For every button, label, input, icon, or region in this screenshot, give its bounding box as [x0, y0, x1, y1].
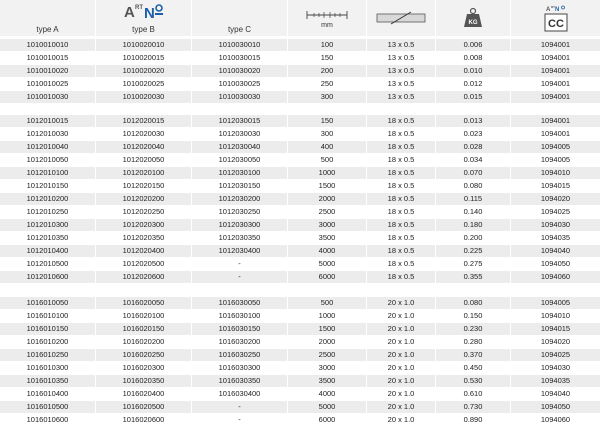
cell-profile: 20 x 1.0: [367, 414, 435, 426]
cell-type-c: 1016030250: [192, 349, 287, 361]
cell-length: 1000: [288, 167, 366, 179]
header-length: [288, 0, 366, 36]
header-profile: [367, 0, 435, 36]
cell-cc-artno: 1094010: [511, 310, 600, 322]
cell-type-b: 1016020350: [96, 375, 191, 387]
cell-profile: 20 x 1.0: [367, 362, 435, 374]
header-type-c: type C: [192, 23, 287, 36]
cell-type-a: 1012010600: [0, 271, 95, 283]
cell-cc-artno: 1094001: [511, 65, 600, 77]
cell-cc-artno: 1094025: [511, 349, 600, 361]
profile-strip-icon: [375, 10, 427, 26]
cell-type-b: 1010020015: [96, 52, 191, 64]
col-divider: [191, 0, 192, 438]
cell-type-b: 1010020025: [96, 78, 191, 90]
cell-weight: 0.023: [436, 128, 510, 140]
cell-profile: 18 x 0.5: [367, 141, 435, 153]
cell-weight: 0.200: [436, 232, 510, 244]
cell-cc-artno: 1094035: [511, 232, 600, 244]
cell-type-b: 1016020300: [96, 362, 191, 374]
cell-weight: 0.008: [436, 52, 510, 64]
cell-type-a: 1012010150: [0, 180, 95, 192]
cell-length: 250: [288, 78, 366, 90]
svg-text:KG: KG: [468, 20, 478, 26]
cell-profile: 18 x 0.5: [367, 245, 435, 257]
cell-type-c: 1012030150: [192, 180, 287, 192]
cell-type-c: 1010030030: [192, 91, 287, 103]
cell-type-c: 1012030300: [192, 219, 287, 231]
header-weight: [436, 0, 510, 36]
cell-weight: 0.275: [436, 258, 510, 270]
cell-length: 200: [288, 65, 366, 77]
cell-type-a: 1012010300: [0, 219, 95, 231]
cell-length: 3500: [288, 232, 366, 244]
cell-cc-artno: 1094050: [511, 401, 600, 413]
cell-cc-artno: 1094001: [511, 128, 600, 140]
cell-profile: 18 x 0.5: [367, 128, 435, 140]
svg-text:A: A: [545, 7, 550, 13]
svg-text:CC: CC: [547, 18, 564, 30]
cell-cc-artno: 1094001: [511, 115, 600, 127]
cell-cc-artno: 1094015: [511, 323, 600, 335]
cell-weight: 0.890: [436, 414, 510, 426]
cell-length: 300: [288, 91, 366, 103]
cell-profile: 18 x 0.5: [367, 206, 435, 218]
cell-weight: 0.150: [436, 310, 510, 322]
cell-cc-artno: 1094001: [511, 52, 600, 64]
cell-profile: 18 x 0.5: [367, 180, 435, 192]
cell-type-a: 1016010050: [0, 297, 95, 309]
cell-type-a: 1010010030: [0, 91, 95, 103]
cell-type-a: 1016010200: [0, 336, 95, 348]
cell-cc-artno: 1094020: [511, 193, 600, 205]
cell-length: 400: [288, 141, 366, 153]
cell-profile: 18 x 0.5: [367, 258, 435, 270]
cell-weight: 0.530: [436, 375, 510, 387]
cell-type-c: 1012030200: [192, 193, 287, 205]
cell-cc-artno: 1094060: [511, 414, 600, 426]
header-cc: [511, 0, 600, 36]
svg-text:N: N: [554, 7, 559, 13]
cell-cc-artno: 1094040: [511, 245, 600, 257]
cell-profile: 20 x 1.0: [367, 297, 435, 309]
cell-length: 3500: [288, 375, 366, 387]
cell-cc-artno: 1094040: [511, 388, 600, 400]
cell-cc-artno: 1094025: [511, 206, 600, 218]
cell-cc-artno: 1094030: [511, 219, 600, 231]
cell-weight: 0.115: [436, 193, 510, 205]
cell-type-c: -: [192, 271, 287, 283]
cell-type-b: 1012020200: [96, 193, 191, 205]
cell-weight: 0.070: [436, 167, 510, 179]
cell-type-a: 1010010025: [0, 78, 95, 90]
cell-cc-artno: 1094015: [511, 180, 600, 192]
length-unit: mm: [321, 21, 333, 29]
cell-length: 100: [288, 39, 366, 51]
cell-type-b: 1010020020: [96, 65, 191, 77]
cell-type-b: 1016020400: [96, 388, 191, 400]
cell-length: 1500: [288, 323, 366, 335]
svg-text:N: N: [143, 5, 155, 21]
cell-length: 5000: [288, 258, 366, 270]
cell-type-c: 1016030300: [192, 362, 287, 374]
cell-weight: 0.012: [436, 78, 510, 90]
cell-profile: 18 x 0.5: [367, 232, 435, 244]
cell-length: 4000: [288, 388, 366, 400]
col-divider: [510, 0, 511, 438]
cell-type-a: 1016010300: [0, 362, 95, 374]
cell-type-a: 1012010040: [0, 141, 95, 153]
art-no-logo: [0, 0, 287, 22]
col-divider: [366, 0, 367, 438]
cell-type-b: 1010020030: [96, 91, 191, 103]
cell-length: 3000: [288, 219, 366, 231]
cell-type-a: 1016010100: [0, 310, 95, 322]
cell-type-b: 1012020350: [96, 232, 191, 244]
cell-weight: 0.225: [436, 245, 510, 257]
cell-cc-artno: 1094010: [511, 167, 600, 179]
cell-length: 6000: [288, 414, 366, 426]
col-divider: [287, 0, 288, 438]
cell-weight: 0.028: [436, 141, 510, 153]
cc-artno-icon: [541, 3, 571, 33]
cell-profile: 20 x 1.0: [367, 401, 435, 413]
cell-type-c: 1010030015: [192, 52, 287, 64]
cell-type-a: 1012010030: [0, 128, 95, 140]
cell-type-c: 1012030350: [192, 232, 287, 244]
cell-type-c: -: [192, 258, 287, 270]
cell-profile: 18 x 0.5: [367, 115, 435, 127]
art-no-logo-icon: [122, 1, 166, 21]
cell-type-c: 1016030350: [192, 375, 287, 387]
cell-type-c: 1012030400: [192, 245, 287, 257]
cell-weight: 0.080: [436, 180, 510, 192]
cell-type-c: 1010030010: [192, 39, 287, 51]
cell-type-a: 1012010100: [0, 167, 95, 179]
cell-type-c: 1012030100: [192, 167, 287, 179]
cell-type-c: 1012030040: [192, 141, 287, 153]
cell-length: 2500: [288, 206, 366, 218]
cell-length: 6000: [288, 271, 366, 283]
cell-type-c: 1012030050: [192, 154, 287, 166]
cell-type-b: 1012020050: [96, 154, 191, 166]
cell-cc-artno: 1094001: [511, 91, 600, 103]
cell-weight: 0.015: [436, 91, 510, 103]
cell-type-b: 1016020200: [96, 336, 191, 348]
cell-cc-artno: 1094005: [511, 141, 600, 153]
cell-weight: 0.370: [436, 349, 510, 361]
weight-kg-icon: [462, 7, 484, 29]
header-type-b: type B: [96, 23, 191, 36]
cell-type-c: 1016030400: [192, 388, 287, 400]
cell-length: 3000: [288, 362, 366, 374]
cell-profile: 13 x 0.5: [367, 52, 435, 64]
svg-text:RT: RT: [550, 5, 555, 9]
cell-type-b: 1012020250: [96, 206, 191, 218]
cell-type-b: 1012020100: [96, 167, 191, 179]
cell-cc-artno: 1094005: [511, 154, 600, 166]
cell-profile: 18 x 0.5: [367, 219, 435, 231]
cell-length: 1500: [288, 180, 366, 192]
cell-profile: 20 x 1.0: [367, 310, 435, 322]
cell-type-b: 1016020500: [96, 401, 191, 413]
cell-weight: 0.006: [436, 39, 510, 51]
col-divider: [435, 0, 436, 438]
cell-weight: 0.034: [436, 154, 510, 166]
cell-profile: 20 x 1.0: [367, 388, 435, 400]
svg-text:RT: RT: [134, 5, 143, 11]
cell-weight: 0.010: [436, 65, 510, 77]
cell-weight: 0.140: [436, 206, 510, 218]
cell-weight: 0.730: [436, 401, 510, 413]
cell-profile: 20 x 1.0: [367, 349, 435, 361]
cell-type-b: 1016020250: [96, 349, 191, 361]
cell-type-a: 1010010010: [0, 39, 95, 51]
cell-profile: 20 x 1.0: [367, 375, 435, 387]
cell-cc-artno: 1094001: [511, 39, 600, 51]
cell-type-b: 1012020500: [96, 258, 191, 270]
cell-type-a: 1016010350: [0, 375, 95, 387]
cell-type-a: 1012010200: [0, 193, 95, 205]
cell-type-c: 1016030150: [192, 323, 287, 335]
cell-weight: 0.280: [436, 336, 510, 348]
cell-cc-artno: 1094060: [511, 271, 600, 283]
cell-type-b: 1012020040: [96, 141, 191, 153]
cell-type-b: 1012020150: [96, 180, 191, 192]
cell-type-b: 1012020030: [96, 128, 191, 140]
cell-type-b: 1012020600: [96, 271, 191, 283]
cell-weight: 0.355: [436, 271, 510, 283]
cell-weight: 0.230: [436, 323, 510, 335]
cell-length: 2500: [288, 349, 366, 361]
cell-type-a: 1016010150: [0, 323, 95, 335]
cell-cc-artno: 1094050: [511, 258, 600, 270]
cell-type-b: 1016020150: [96, 323, 191, 335]
cell-weight: 0.080: [436, 297, 510, 309]
cell-profile: 18 x 0.5: [367, 167, 435, 179]
cell-length: 2000: [288, 336, 366, 348]
cell-length: 500: [288, 297, 366, 309]
cell-type-c: 1012030250: [192, 206, 287, 218]
cell-cc-artno: 1094005: [511, 297, 600, 309]
cell-type-a: 1016010400: [0, 388, 95, 400]
cell-type-c: 1016030050: [192, 297, 287, 309]
cell-weight: 0.013: [436, 115, 510, 127]
cell-type-c: 1010030025: [192, 78, 287, 90]
cell-type-a: 1016010600: [0, 414, 95, 426]
cell-length: 150: [288, 52, 366, 64]
cell-type-a: 1010010015: [0, 52, 95, 64]
cell-type-a: 1016010500: [0, 401, 95, 413]
cell-weight: 0.450: [436, 362, 510, 374]
cell-type-a: 1016010250: [0, 349, 95, 361]
cell-length: 1000: [288, 310, 366, 322]
cell-cc-artno: 1094001: [511, 78, 600, 90]
cell-type-c: 1016030100: [192, 310, 287, 322]
header-type-a: type A: [0, 23, 95, 36]
svg-text:A: A: [123, 4, 135, 21]
cell-profile: 13 x 0.5: [367, 65, 435, 77]
cell-type-b: 1016020600: [96, 414, 191, 426]
cell-profile: 13 x 0.5: [367, 78, 435, 90]
cell-type-a: 1010010020: [0, 65, 95, 77]
cell-length: 2000: [288, 193, 366, 205]
cell-type-c: 1012030030: [192, 128, 287, 140]
cell-cc-artno: 1094020: [511, 336, 600, 348]
cell-type-a: 1012010350: [0, 232, 95, 244]
cell-profile: 18 x 0.5: [367, 271, 435, 283]
cell-profile: 13 x 0.5: [367, 39, 435, 51]
cell-weight: 0.610: [436, 388, 510, 400]
cell-type-b: 1012020300: [96, 219, 191, 231]
cell-type-b: 1012020400: [96, 245, 191, 257]
cell-length: 4000: [288, 245, 366, 257]
cell-type-c: 1016030200: [192, 336, 287, 348]
cell-type-a: 1012010250: [0, 206, 95, 218]
col-divider: [95, 0, 96, 438]
cell-type-a: 1012010500: [0, 258, 95, 270]
cell-type-c: 1012030015: [192, 115, 287, 127]
cell-profile: 18 x 0.5: [367, 154, 435, 166]
cell-type-a: 1012010050: [0, 154, 95, 166]
cell-profile: 18 x 0.5: [367, 193, 435, 205]
cell-length: 5000: [288, 401, 366, 413]
cell-type-c: -: [192, 414, 287, 426]
cell-type-a: 1012010015: [0, 115, 95, 127]
cell-weight: 0.180: [436, 219, 510, 231]
cell-profile: 13 x 0.5: [367, 91, 435, 103]
cell-type-c: -: [192, 401, 287, 413]
length-ruler-icon: [304, 8, 350, 22]
cell-length: 500: [288, 154, 366, 166]
cell-type-b: 1012020015: [96, 115, 191, 127]
cell-profile: 20 x 1.0: [367, 336, 435, 348]
cell-cc-artno: 1094035: [511, 375, 600, 387]
cell-length: 150: [288, 115, 366, 127]
cell-profile: 20 x 1.0: [367, 323, 435, 335]
cell-type-b: 1016020100: [96, 310, 191, 322]
cell-type-b: 1016020050: [96, 297, 191, 309]
cell-cc-artno: 1094030: [511, 362, 600, 374]
cell-type-c: 1010030020: [192, 65, 287, 77]
cell-type-b: 1010020010: [96, 39, 191, 51]
cell-length: 300: [288, 128, 366, 140]
cell-type-a: 1012010400: [0, 245, 95, 257]
